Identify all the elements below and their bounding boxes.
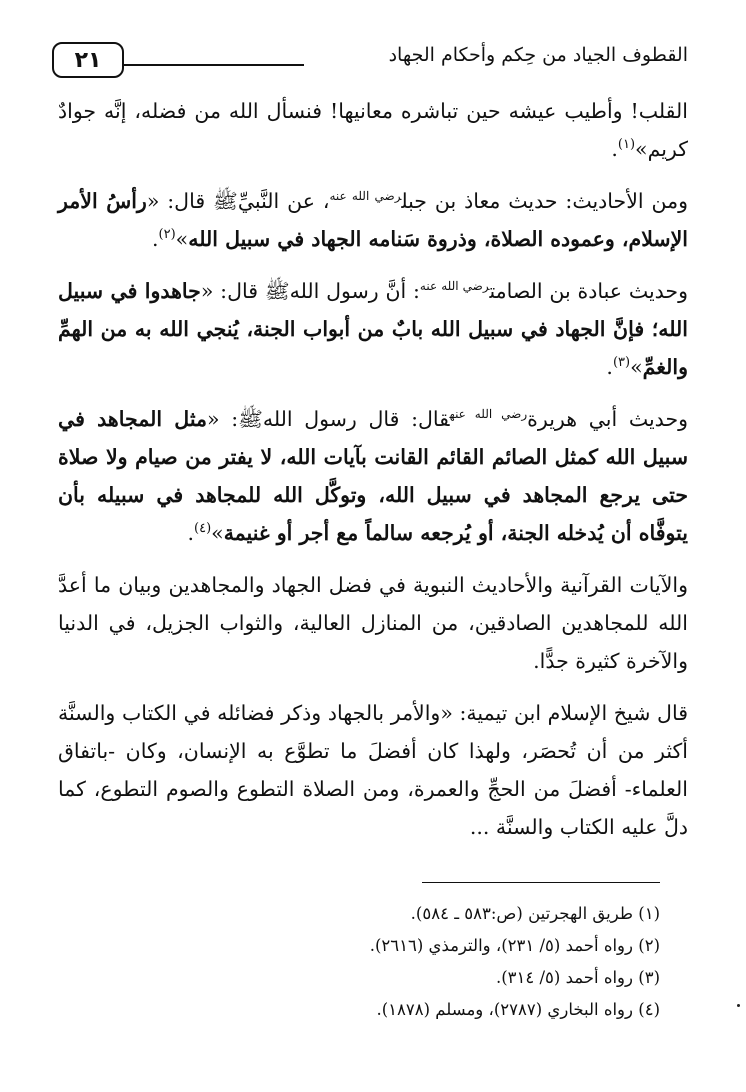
hadith-said: قال: « [200, 279, 265, 303]
honorific-radiya: رضي الله عنه [329, 189, 402, 204]
footnote-ref-4: (٤) [194, 521, 212, 537]
period: . [152, 227, 159, 251]
hadith-quote: مثل المجاهد في سبيل الله كمثل الصائم القائم القانت بآيات الله، لا يفتر من صيام ولا صلاة حتى يرجع المجاهد في سبيل الله، وتوكَّل الله للمجاهد في سبيله بأن يتوفَّاه أن يُدخله الجنة، أو يُرجعه سالماً مع أجر أو غنيمة [58, 407, 688, 545]
footnote-2: (٢) رواه أحمد (٥/ ٢٣١)، والترمذي (٢٦١٦). [369, 936, 660, 955]
book-title: القطوف الجياد من حِكم وأحكام الجهاد [388, 44, 688, 66]
paragraph-4 [58, 400, 688, 552]
honorific-radiya: رضي الله عنه [449, 407, 528, 422]
footnote-1: (١) طريق الهجرتين (ص:٥٨٣ ـ ٥٨٤). [410, 904, 660, 923]
quote-close: » [211, 521, 224, 545]
honorific-salla: ﷺ [238, 407, 263, 431]
honorific-salla: ﷺ [264, 279, 290, 303]
hadith-intro: وحديث عبادة بن الصامت [489, 279, 688, 303]
footnote-3: (٣) رواه أحمد (٥/ ٣١٤). [495, 968, 660, 987]
hadith-quote: رأسُ الأمر الإسلام، وعموده الصلاة، وذروة سَنامه الجهاد في سبيل الله [58, 189, 688, 251]
footnote-ref-3: (٣) [612, 355, 631, 371]
paragraph-text: والآيات القرآنية والأحاديث النبوية في فضل الجهاد والمجاهدين وبيان ما أعدَّ الله للمجاهدين الصادقين، من المنازل العالية، والثواب الجزيل، في الدنيا والآخرة كثيرة جدًّا. [58, 573, 688, 673]
period: . [611, 137, 618, 161]
paragraph-2 [58, 182, 688, 258]
footnote-ref-2: (٢) [158, 227, 176, 243]
honorific-radiya: رضي الله عنه [419, 279, 490, 294]
header-rule [124, 64, 304, 66]
page-body [58, 92, 688, 860]
footnote-separator [422, 882, 660, 883]
hadith-said: : « [207, 407, 239, 431]
page-header [52, 40, 688, 82]
footnote-4: (٤) رواه البخاري (٢٧٨٧)، ومسلم (١٨٧٨). [376, 1000, 660, 1019]
period: . [606, 355, 613, 379]
hadith-intro: وحديث أبي هريرة [527, 407, 689, 431]
paragraph-3 [58, 272, 688, 386]
hadith-mid: : أنَّ رسول الله [289, 279, 420, 303]
paragraph-1 [58, 92, 688, 168]
paragraph-text: قال شيخ الإسلام ابن تيمية: «والأمر بالجهاد وذكر فضائله في الكتاب والسنَّة أكثر من أن تُحصَر، ولهذا كان أفضلَ ما تطوَّع به الإنسان، وكان -باتفاق العلماء- أفضلَ من الحجِّ والعمرة، ومن الصلاة التطوع والصوم التطوع، كما دلَّ عليه الكتاب والسنَّة ... [58, 701, 688, 839]
quote-close: » [175, 227, 189, 251]
paragraph-5 [58, 566, 688, 680]
quote-close: » [630, 355, 643, 379]
hadith-said: قال: « [146, 189, 214, 213]
paragraph-6 [58, 694, 688, 846]
hadith-quote: جاهدوا في سبيل الله؛ فإنَّ الجهاد في سبيل الله بابٌ من أبواب الجنة، يُنجي الله به من الهمِّ والغمِّ [58, 279, 688, 379]
hadith-intro: ومن الأحاديث: حديث معاذ بن جبل [401, 189, 689, 213]
period: . [187, 521, 194, 545]
hadith-mid: ، عن النَّبيِّ [237, 189, 330, 213]
hadith-mid: قال: قال رسول الله [262, 407, 450, 431]
honorific-salla: ﷺ [213, 189, 238, 213]
footnotes [120, 898, 660, 1026]
page-number: ٢١ [52, 42, 124, 78]
footnote-ref-1: (١) [617, 137, 636, 153]
paragraph-text: القلب! وأطيب عيشه حين تباشره معانيها! فنسأل الله من فضله، إنَّه جوادٌ كريم» [58, 99, 688, 161]
scan-speck [737, 1004, 740, 1007]
